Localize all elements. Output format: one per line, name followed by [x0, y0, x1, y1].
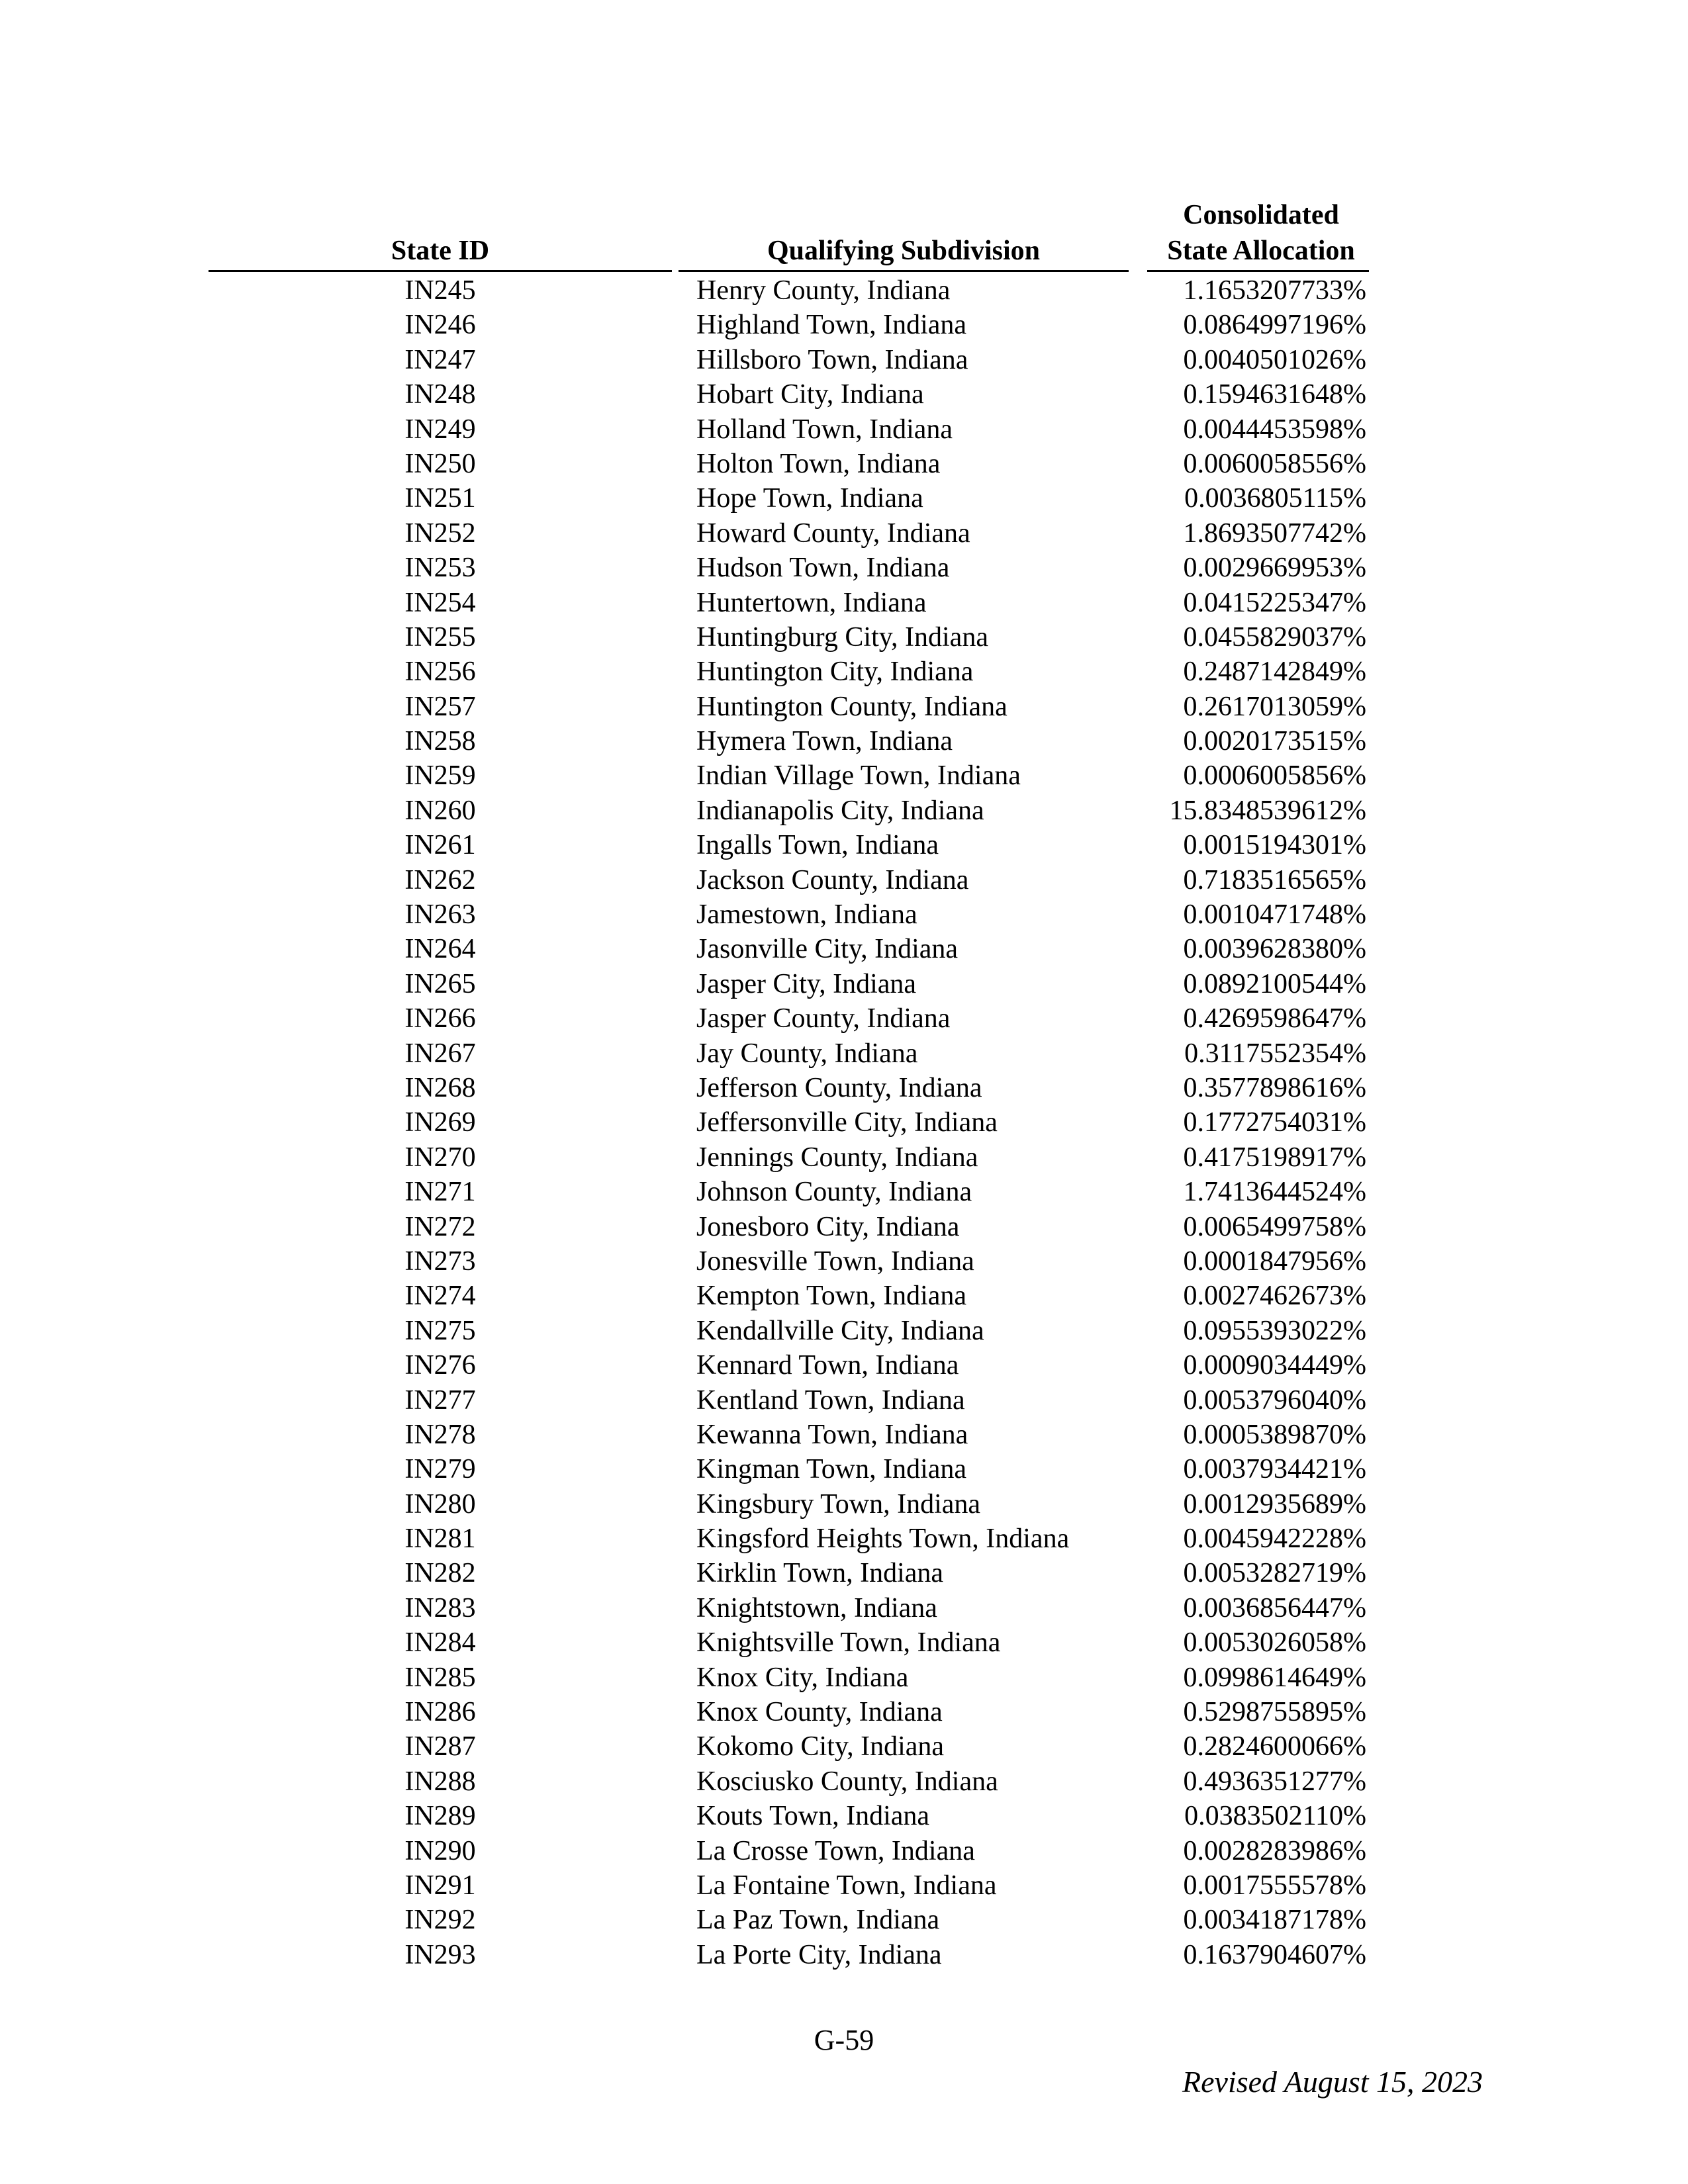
table-row — [0, 1105, 1688, 1140]
table-row — [0, 1834, 1688, 1868]
table-row — [0, 1556, 1688, 1590]
allocation-table-body — [0, 273, 1688, 1972]
subdivision-cell: Jonesboro City, Indiana — [696, 1211, 960, 1242]
state-id-cell: IN264 — [404, 934, 476, 965]
allocation-cell: 0.0998614649% — [1183, 1662, 1366, 1693]
allocation-cell: 0.0045942228% — [1183, 1524, 1366, 1555]
subdivision-cell: Ingalls Town, Indiana — [696, 830, 939, 861]
table-row — [0, 481, 1688, 516]
allocation-cell: 0.2617013059% — [1183, 691, 1366, 722]
state-id-cell: IN291 — [404, 1870, 476, 1901]
page-number: G-59 — [814, 2024, 874, 2056]
state-id-cell: IN257 — [404, 691, 476, 722]
state-id-cell: IN289 — [404, 1801, 476, 1832]
state-id-cell: IN279 — [404, 1454, 476, 1485]
state-id-cell: IN277 — [404, 1385, 476, 1416]
allocation-cell: 0.2487142849% — [1183, 657, 1366, 688]
subdivision-cell: Huntingburg City, Indiana — [696, 621, 988, 653]
subdivision-cell: Kingman Town, Indiana — [696, 1454, 967, 1485]
subdivision-cell: Kendallville City, Indiana — [696, 1315, 984, 1346]
allocation-cell: 0.0065499758% — [1183, 1211, 1366, 1242]
state-id-cell: IN285 — [404, 1662, 476, 1693]
subdivision-cell: Knightsville Town, Indiana — [696, 1627, 1001, 1659]
allocation-cell: 0.4269598647% — [1183, 1003, 1366, 1034]
table-row — [0, 828, 1688, 862]
state-id-cell: IN292 — [404, 1905, 476, 1936]
state-id-cell: IN269 — [404, 1107, 476, 1138]
table-row — [0, 1661, 1688, 1695]
allocation-cell: 0.0044453598% — [1183, 414, 1366, 445]
table-row — [0, 1175, 1688, 1209]
table-row — [0, 863, 1688, 897]
state-id-cell: IN265 — [404, 968, 476, 999]
subdivision-cell: Howard County, Indiana — [696, 518, 970, 549]
allocation-cell: 0.0036856447% — [1183, 1592, 1366, 1623]
allocation-cell: 0.0053282719% — [1183, 1558, 1366, 1589]
allocation-cell: 0.4936351277% — [1183, 1766, 1366, 1797]
state-id-cell: IN263 — [404, 899, 476, 931]
state-id-cell: IN259 — [404, 760, 476, 792]
subdivision-cell: Kokomo City, Indiana — [696, 1731, 945, 1762]
state-id-cell: IN280 — [404, 1488, 476, 1520]
header-consolidated-state-allocation — [1152, 197, 1370, 269]
state-id-cell: IN270 — [404, 1142, 476, 1173]
state-id-cell: IN283 — [404, 1592, 476, 1623]
table-row — [0, 1868, 1688, 1903]
table-row — [0, 1348, 1688, 1383]
header-allocation-line2: State Allocation — [1167, 236, 1355, 266]
subdivision-cell: Jackson County, Indiana — [696, 864, 969, 895]
subdivision-cell: La Crosse Town, Indiana — [696, 1835, 975, 1866]
allocation-cell: 0.0053026058% — [1183, 1627, 1366, 1659]
table-row — [0, 308, 1688, 342]
allocation-cell: 0.0028283986% — [1183, 1835, 1366, 1866]
state-id-cell: IN251 — [404, 483, 476, 514]
subdivision-cell: Jonesville Town, Indiana — [696, 1246, 974, 1277]
state-id-cell: IN278 — [404, 1419, 476, 1450]
state-id-cell: IN261 — [404, 830, 476, 861]
table-row — [0, 897, 1688, 932]
table-row — [0, 1764, 1688, 1799]
table-row — [0, 447, 1688, 481]
state-id-cell: IN275 — [404, 1315, 476, 1346]
table-row — [0, 586, 1688, 620]
allocation-cell: 0.0029669953% — [1183, 553, 1366, 584]
state-id-cell: IN260 — [404, 795, 476, 826]
state-id-cell: IN293 — [404, 1939, 476, 1970]
table-row — [0, 1244, 1688, 1279]
subdivision-cell: Knox County, Indiana — [696, 1697, 943, 1728]
allocation-cell: 0.2824600066% — [1183, 1731, 1366, 1762]
table-row — [0, 1210, 1688, 1244]
subdivision-cell: Knightstown, Indiana — [696, 1592, 937, 1623]
table-row — [0, 1452, 1688, 1486]
table-row — [0, 794, 1688, 828]
allocation-cell: 0.3117552354% — [1184, 1038, 1366, 1069]
subdivision-cell: Kennard Town, Indiana — [696, 1350, 959, 1381]
table-row — [0, 1625, 1688, 1660]
subdivision-cell: La Fontaine Town, Indiana — [696, 1870, 997, 1901]
subdivision-cell: Jasper City, Indiana — [696, 968, 917, 999]
allocation-cell: 0.1637904607% — [1183, 1939, 1366, 1970]
table-row — [0, 1522, 1688, 1556]
subdivision-cell: Jamestown, Indiana — [696, 899, 917, 931]
subdivision-cell: Jeffersonville City, Indiana — [696, 1107, 998, 1138]
header-allocation-line1: Consolidated — [1183, 200, 1339, 230]
state-id-cell: IN276 — [404, 1350, 476, 1381]
state-id-cell: IN246 — [404, 310, 476, 341]
subdivision-cell: Kouts Town, Indiana — [696, 1801, 930, 1832]
subdivision-cell: Kempton Town, Indiana — [696, 1281, 967, 1312]
allocation-cell: 0.0955393022% — [1183, 1315, 1366, 1346]
table-row — [0, 1071, 1688, 1105]
state-id-cell: IN282 — [404, 1558, 476, 1589]
state-id-cell: IN250 — [404, 448, 476, 479]
allocation-cell: 0.0040501026% — [1183, 344, 1366, 375]
allocation-cell: 0.3577898616% — [1183, 1072, 1366, 1103]
state-id-cell: IN274 — [404, 1281, 476, 1312]
state-id-cell: IN253 — [404, 553, 476, 584]
allocation-cell: 0.0017555578% — [1183, 1870, 1366, 1901]
allocation-cell: 0.0037934421% — [1183, 1454, 1366, 1485]
state-id-cell: IN266 — [404, 1003, 476, 1034]
table-row — [0, 1314, 1688, 1348]
allocation-cell: 0.1594631648% — [1183, 379, 1366, 410]
allocation-cell: 0.0892100544% — [1183, 968, 1366, 999]
table-row — [0, 620, 1688, 655]
state-id-cell: IN288 — [404, 1766, 476, 1797]
table-row — [0, 1487, 1688, 1522]
header-state-id: State ID — [391, 236, 490, 266]
state-id-cell: IN247 — [404, 344, 476, 375]
table-row — [0, 1903, 1688, 1937]
table-row — [0, 1140, 1688, 1175]
allocation-cell: 0.0005389870% — [1183, 1419, 1366, 1450]
subdivision-cell: Hobart City, Indiana — [696, 379, 924, 410]
header-underline-subdivision — [679, 270, 1129, 272]
subdivision-cell: La Paz Town, Indiana — [696, 1905, 940, 1936]
table-row — [0, 1383, 1688, 1418]
subdivision-cell: Kewanna Town, Indiana — [696, 1419, 968, 1450]
allocation-cell: 0.0015194301% — [1183, 830, 1366, 861]
header-underline-state-id — [209, 270, 672, 272]
state-id-cell: IN267 — [404, 1038, 476, 1069]
subdivision-cell: Huntertown, Indiana — [696, 587, 927, 618]
allocation-cell: 0.4175198917% — [1183, 1142, 1366, 1173]
table-row — [0, 690, 1688, 724]
state-id-cell: IN290 — [404, 1835, 476, 1866]
state-id-cell: IN245 — [404, 275, 476, 306]
allocation-cell: 0.0039628380% — [1183, 934, 1366, 965]
subdivision-cell: Jefferson County, Indiana — [696, 1072, 982, 1103]
allocation-cell: 0.0006005856% — [1183, 760, 1366, 792]
state-id-cell: IN249 — [404, 414, 476, 445]
subdivision-cell: Kirklin Town, Indiana — [696, 1558, 944, 1589]
revision-date: Revised August 15, 2023 — [1182, 2065, 1483, 2099]
table-row — [0, 1938, 1688, 1972]
table-row — [0, 1729, 1688, 1764]
subdivision-cell: Jay County, Indiana — [696, 1038, 918, 1069]
state-id-cell: IN248 — [404, 379, 476, 410]
state-id-cell: IN286 — [404, 1697, 476, 1728]
table-row — [0, 1591, 1688, 1625]
state-id-cell: IN268 — [404, 1072, 476, 1103]
table-row — [0, 343, 1688, 377]
subdivision-cell: Knox City, Indiana — [696, 1662, 909, 1693]
subdivision-cell: Holland Town, Indiana — [696, 414, 953, 445]
allocation-cell: 0.0455829037% — [1183, 621, 1366, 653]
table-row — [0, 516, 1688, 551]
table-row — [0, 551, 1688, 585]
allocation-cell: 0.0010471748% — [1183, 899, 1366, 931]
allocation-cell: 1.1653207733% — [1183, 275, 1366, 306]
state-id-cell: IN262 — [404, 864, 476, 895]
allocation-cell: 0.0415225347% — [1183, 587, 1366, 618]
table-row — [0, 967, 1688, 1001]
subdivision-cell: Jasonville City, Indiana — [696, 934, 959, 965]
table-row — [0, 932, 1688, 966]
allocation-cell: 0.0060058556% — [1183, 448, 1366, 479]
state-id-cell: IN254 — [404, 587, 476, 618]
allocation-cell: 0.0383502110% — [1184, 1801, 1366, 1832]
allocation-cell: 0.5298755895% — [1183, 1697, 1366, 1728]
state-id-cell: IN287 — [404, 1731, 476, 1762]
subdivision-cell: Holton Town, Indiana — [696, 448, 941, 479]
subdivision-cell: Hymera Town, Indiana — [696, 726, 953, 757]
allocation-cell: 0.7183516565% — [1183, 864, 1366, 895]
table-row — [0, 1695, 1688, 1729]
table-row — [0, 273, 1688, 308]
allocation-cell: 0.0053796040% — [1183, 1385, 1366, 1416]
subdivision-cell: Highland Town, Indiana — [696, 310, 967, 341]
subdivision-cell: Kingsford Heights Town, Indiana — [696, 1524, 1070, 1555]
allocation-cell: 0.0036805115% — [1184, 483, 1366, 514]
table-row — [0, 1036, 1688, 1071]
subdivision-cell: Jasper County, Indiana — [696, 1003, 951, 1034]
table-row — [0, 1279, 1688, 1313]
subdivision-cell: La Porte City, Indiana — [696, 1939, 942, 1970]
subdivision-cell: Johnson County, Indiana — [696, 1177, 972, 1208]
subdivision-cell: Kosciusko County, Indiana — [696, 1766, 998, 1797]
allocation-cell: 0.0864997196% — [1183, 310, 1366, 341]
table-row — [0, 377, 1688, 412]
subdivision-cell: Henry County, Indiana — [696, 275, 951, 306]
allocation-cell: 0.0001847956% — [1183, 1246, 1366, 1277]
allocation-cell: 1.8693507742% — [1183, 518, 1366, 549]
allocation-cell: 0.0009034449% — [1183, 1350, 1366, 1381]
subdivision-cell: Jennings County, Indiana — [696, 1142, 978, 1173]
table-row — [0, 412, 1688, 447]
table-row — [0, 1418, 1688, 1452]
allocation-cell: 1.7413644524% — [1183, 1177, 1366, 1208]
subdivision-cell: Hope Town, Indiana — [696, 483, 923, 514]
table-row — [0, 1001, 1688, 1036]
state-id-cell: IN273 — [404, 1246, 476, 1277]
subdivision-cell: Kentland Town, Indiana — [696, 1385, 965, 1416]
subdivision-cell: Hillsboro Town, Indiana — [696, 344, 968, 375]
header-underline-allocation — [1147, 270, 1369, 272]
state-id-cell: IN258 — [404, 726, 476, 757]
table-row — [0, 1799, 1688, 1833]
table-row — [0, 758, 1688, 793]
allocation-cell: 0.0020173515% — [1183, 726, 1366, 757]
state-id-cell: IN272 — [404, 1211, 476, 1242]
state-id-cell: IN281 — [404, 1524, 476, 1555]
allocation-cell: 0.0012935689% — [1183, 1488, 1366, 1520]
state-id-cell: IN255 — [404, 621, 476, 653]
state-id-cell: IN271 — [404, 1177, 476, 1208]
allocation-cell: 15.8348539612% — [1169, 795, 1366, 826]
subdivision-cell: Hudson Town, Indiana — [696, 553, 950, 584]
state-id-cell: IN252 — [404, 518, 476, 549]
state-id-cell: IN284 — [404, 1627, 476, 1659]
table-row — [0, 724, 1688, 758]
allocation-cell: 0.1772754031% — [1183, 1107, 1366, 1138]
subdivision-cell: Huntington County, Indiana — [696, 691, 1008, 722]
table-row — [0, 655, 1688, 689]
subdivision-cell: Huntington City, Indiana — [696, 657, 974, 688]
subdivision-cell: Indianapolis City, Indiana — [696, 795, 984, 826]
allocation-cell: 0.0027462673% — [1183, 1281, 1366, 1312]
header-qualifying-subdivision: Qualifying Subdivision — [767, 236, 1041, 266]
subdivision-cell: Kingsbury Town, Indiana — [696, 1488, 981, 1520]
state-id-cell: IN256 — [404, 657, 476, 688]
subdivision-cell: Indian Village Town, Indiana — [696, 760, 1021, 792]
allocation-cell: 0.0034187178% — [1183, 1905, 1366, 1936]
